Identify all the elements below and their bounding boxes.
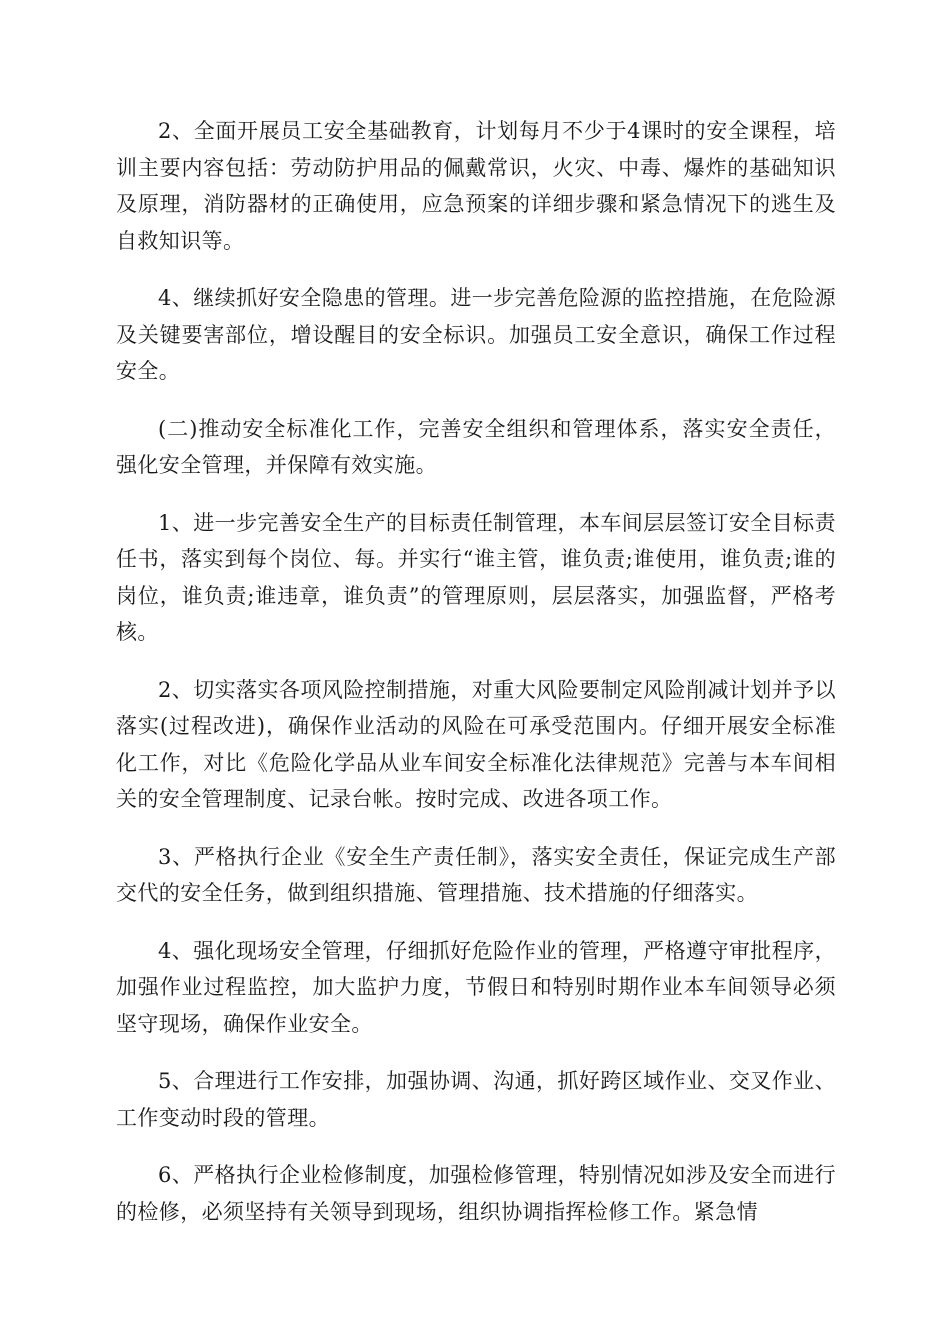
paragraph-responsibility-rules: 3、严格执行企业《安全生产责任制》，落实安全责任，保证完成生产部交代的安全任务，做到组织措施、管理措施、技术措施的仔细落实。 <box>116 844 836 905</box>
paragraph-maintenance: 6、严格执行企业检修制度，加强检修管理，特别情况如涉及安全而进行的检修，必须坚持有关领导到现场，组织协调指挥检修工作。紧急情 <box>116 1163 836 1224</box>
paragraph-site-safety: 4、强化现场安全管理，仔细抓好危险作业的管理，严格遵守审批程序，加强作业过程监控，加大监护力度，节假日和特别时期作业本车间领导必须坚守现场，确保作业安全。 <box>116 938 836 1036</box>
paragraph-training: 2、全面开展员工安全基础教育，计划每月不少于4课时的安全课程，培训主要内容包括：劳动防护用品的佩戴常识，火灾、中毒、爆炸的基础知识及原理，消防器材的正确使用，应急预案的详细步骤和紧急情况下的逃生及自救知识等。 <box>116 119 836 253</box>
paragraph-risk-control: 2、切实落实各项风险控制措施，对重大风险要制定风险削减计划并予以落实(过程改进)，确保作业活动的风险在可承受范围内。仔细开展安全标准化工作，对比《危险化学品从业车间安全标准化法律规范》完善与本车间相关的安全管理制度、记录台帐。按时完成、改进各项工作。 <box>116 677 836 811</box>
document-body <box>116 113 836 1251</box>
paragraph-section-two-heading: (二)推动安全标准化工作，完善安全组织和管理体系，落实安全责任，强化安全管理，并保障有效实施。 <box>116 416 836 477</box>
paragraph-work-arrangement: 5、合理进行工作安排，加强协调、沟通，抓好跨区域作业、交叉作业、工作变动时段的管理。 <box>116 1069 836 1130</box>
paragraph-responsibility-system: 1、进一步完善安全生产的目标责任制管理，本车间层层签订安全目标责任书，落实到每个岗位、每。并实行“谁主管，谁负责;谁使用，谁负责;谁的岗位，谁负责;谁违章，谁负责”的管理原则，层层落实，加强监督，严格考核。 <box>116 510 836 644</box>
paragraph-hazard-management: 4、继续抓好安全隐患的管理。进一步完善危险源的监控措施，在危险源及关键要害部位，增设醒目的安全标识。加强员工安全意识，确保工作过程安全。 <box>116 286 836 383</box>
